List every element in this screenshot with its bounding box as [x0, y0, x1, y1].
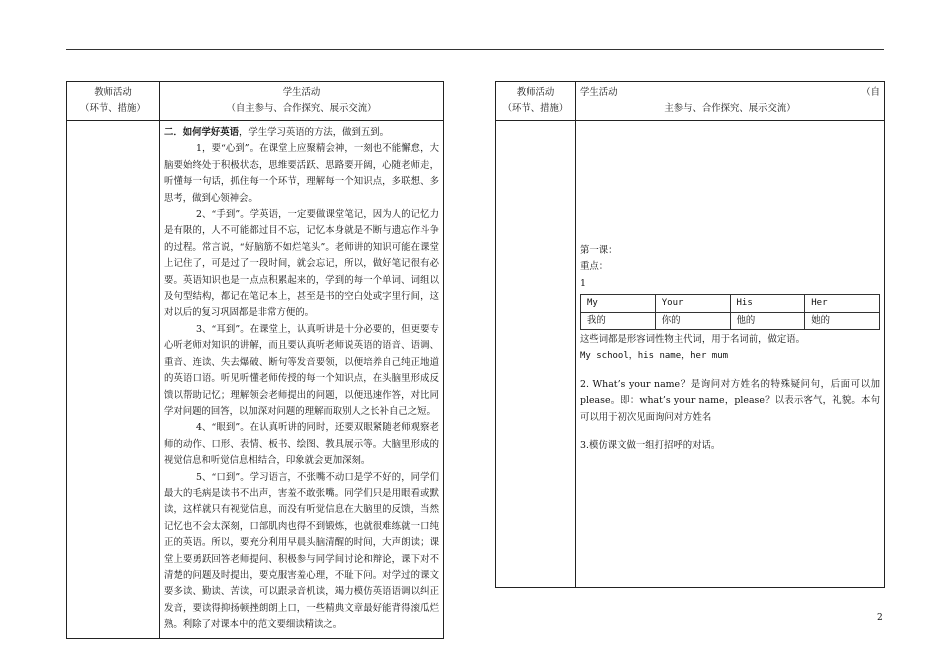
word-cell: My: [581, 295, 656, 312]
lesson-title: 第一课：: [580, 245, 618, 256]
possessive-word-table: [580, 294, 880, 330]
header-text: （自主参与、合作探究、展示交流）: [226, 103, 377, 114]
word-row-english: [581, 295, 880, 312]
paragraph-hand: 2、“手到”。学英语，一定要做课堂笔记，因为人的记忆力是有限的，人不可能都过目不忘，记忆本身就是不断与遗忘作斗争的过程。常言说，“好脑筋不如烂笔头”。老师讲的知识可能在课堂上记住了，可是过了一段时间，就会忘记，所以，做好笔记很有必要。英语知识也是一点点积累起来的，学到的每一个单词、词组以及句型结构，都记在笔记本上，甚至是书的空白处或字里行间，这对以后的复习巩固都是非常方便的。: [164, 209, 439, 319]
intro-text: ，学生学习英语的方法，做到五到。: [239, 127, 390, 138]
item-number: 1: [580, 277, 586, 289]
student-activity-header: [160, 82, 444, 121]
word-cell: His: [730, 295, 805, 312]
question-note: 2. What’s your name？是询问对方姓名的特殊疑问句，后面可以加please。即：what’s your name，please？以表示客气，礼貌。本句可以用于初次见面询问对方姓名: [580, 378, 880, 423]
header-text: 主参与、合作探究、展示交流）: [664, 103, 796, 114]
student-activity-cell: [160, 121, 444, 639]
left-lesson-table: [66, 81, 444, 639]
teacher-activity-cell: [496, 121, 576, 588]
student-activity-header: [576, 82, 885, 121]
word-cell: 你的: [655, 312, 730, 329]
word-cell: Her: [805, 295, 880, 312]
word-row-chinese: [581, 312, 880, 329]
intro-line: [164, 125, 439, 141]
word-cell: 她的: [805, 312, 880, 329]
teacher-activity-header: [496, 82, 576, 121]
student-activity-cell: [576, 121, 885, 588]
top-rule: [66, 49, 884, 50]
header-text: （环节、措施）: [502, 103, 569, 114]
teacher-activity-header: [67, 82, 160, 121]
page-number: 2: [877, 613, 883, 623]
header-text: 教师活动: [94, 86, 132, 98]
intro-heading: 二．如何学好英语: [164, 127, 240, 138]
header-text: （环节、措施）: [80, 103, 146, 114]
focus-label: 重点：: [580, 261, 609, 273]
example-phrases: My school，his name，her mum: [580, 351, 729, 362]
paragraph-ear: 3、“耳到”。在课堂上，认真听讲是十分必要的，但更要专心听老师对知识的讲解，而且要认真听老师说英语的语音、语调、重音、连读、失去爆破、断句等发音要领，以便培养自己纯正地道的英语口语。听见听懂老师传授的每一个知识点，在头脑里形成反馈以帮助记忆；理解领会老师提出的问题，以便迅速作答，对比同学对问题的回答，以加深对问题的理解而取别人之长补自己之短。: [164, 323, 439, 417]
paragraph-eye: 4、“眼到”。在认真听讲的同时，还要双眼紧随老师观察老师的动作、口形、表情、板书、绘图、教具展示等。大脑里形成的视觉信息和听觉信息相结合，印象就会更加深刻。: [164, 422, 439, 467]
header-text: （自: [861, 86, 880, 98]
header-text: 学生活动: [580, 86, 618, 98]
header-text: 学生活动: [282, 86, 321, 98]
grammar-note: 这些词都是形容词性物主代词，用于名词前，做定语。: [580, 334, 806, 346]
spacer: [580, 365, 880, 377]
word-cell: Your: [655, 295, 730, 312]
dialogue-task: 3.模仿课文做一组打招呼的对话。: [580, 440, 721, 452]
paragraph-mouth: 5、“口到”。学习语言，不张嘴不动口是学不好的，同学们最大的毛病是读书不出声，害羞不敢张嘴。同学们只是用眼看或默读，这样就只有视觉信息，而没有听觉信息在大脑里的反馈，当然记忆也不会太深刻，口部肌肉也得不到锻炼，也就很难练就一口纯正的英语。所以，要充分利用早晨头脑清醒的时间，大声朗读；课堂上要勇跃回答老师提问、积极参与同学间讨论和辩论，课下对不清楚的问题及时提出，要克服害羞心理，不耻下问。对学过的课文要多读、勤读、苦读，可以跟录音机读，竭力模仿英语语调以纠正发音，要读得抑扬顿挫朗朗上口，一些精典文章最好能背得滚瓜烂熟。利除了对课本中的范文要细读精读之。: [164, 471, 439, 631]
word-cell: 我的: [581, 312, 656, 329]
paragraph-heart: 1，要“心到”。在课堂上应聚精会神，一刻也不能懈怠，大脑要始终处于积极状态，思维要活跃、思路要开阔，心随老师走，听懂每一句话，抓住每一个环节，理解每一个知识点，多联想、多思考，做到心领神会。: [164, 143, 439, 204]
word-cell: 他的: [730, 312, 805, 329]
right-lesson-table: [495, 81, 885, 588]
header-text: 教师活动: [516, 86, 555, 98]
teacher-activity-cell: [67, 121, 160, 639]
spacer: [580, 426, 880, 438]
